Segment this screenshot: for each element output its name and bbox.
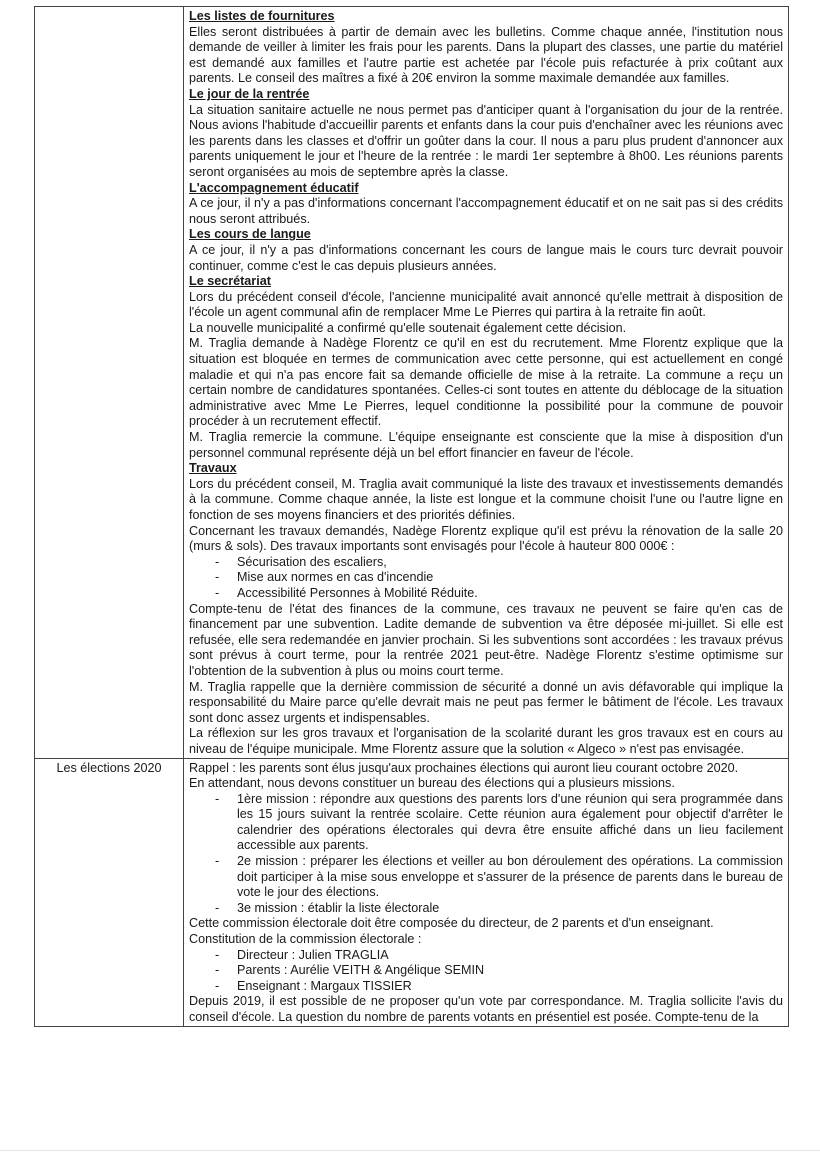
left-cell-label: Les élections 2020 — [35, 758, 184, 1026]
paragraph: Lors du précédent conseil, M. Traglia avait communiqué la liste des travaux et investissements demandés à la commune. Comme chaque année, la liste est longue et la commune choisit l'une ou l'autre ligne en fonction de ses moyens financiers et des priorités définies. — [189, 476, 783, 522]
list-item: - 3e mission : établir la liste électorale — [215, 901, 783, 917]
paragraph: M. Traglia rappelle que la dernière commission de sécurité a donné un avis défavorable qui implique la responsabilité du Maire parce qu'elle devrait mais ne peut pas fermer le bâtiment de l'école. Les travaux sont donc assez urgents et indispensables. — [189, 679, 783, 725]
list-item: - Directeur : Julien TRAGLIA — [215, 948, 783, 964]
paragraph: Cette commission électorale doit être composée du directeur, de 2 parents et d'un enseignant. — [189, 916, 714, 931]
missions-list — [189, 792, 783, 917]
list-item: - Mise aux normes en cas d'incendie — [215, 570, 783, 586]
left-cell-empty — [35, 7, 184, 759]
section-title: Le secrétariat — [189, 274, 271, 289]
paragraph: Elles seront distribuées à partir de demain avec les bulletins. Comme chaque année, l'institution nous demande de veiller à limiter les frais pour les parents. Dans la plupart des classes, une partie du matériel est demandé aux familles et l'autre partie est achetée par l'école puis refacturée à prix coûtant aux parents. Le conseil des maîtres a fixé à 20€ environ la somme maximale demandée aux familles. — [189, 24, 783, 86]
list-item: - Enseignant : Margaux TISSIER — [215, 979, 783, 995]
paragraph: Lors du précédent conseil d'école, l'ancienne municipalité avait annoncé qu'elle mettrait à disposition de l'école un agent communal afin de remplacer Mme Le Pierres qui partira à la retraite fin août. — [189, 289, 783, 320]
section-title: L'accompagnement éducatif — [189, 180, 359, 195]
page-bottom-divider — [0, 1150, 820, 1151]
paragraph: A ce jour, il n'y a pas d'informations concernant l'accompagnement éducatif et on ne sait pas si des crédits nous seront attribués. — [189, 196, 783, 226]
paragraph: Rappel : les parents sont élus jusqu'aux prochaines élections qui auront lieu courant octobre 2020. — [189, 760, 739, 775]
paragraph: Compte-tenu de l'état des finances de la commune, ces travaux ne peuvent se faire qu'en cas de financement par une subvention. Ladite demande de subvention va être déposée mi-juillet. Si elle est refusée, elle sera redemandée en janvier prochain. Si les subventions sont accordées : les travaux prévus sont prévus à court terme, pour la rentrée 2021 peut-être. Nadège Florentz s'estime optimisme sur l'obtention de la subvention à plus ou moins court terme. — [189, 601, 783, 678]
paragraph: La nouvelle municipalité a confirmé qu'elle soutenait également cette décision. — [189, 320, 627, 335]
works-list — [189, 555, 783, 602]
list-item: - 1ère mission : répondre aux questions des parents lors d'une réunion qui sera programmée dans les 15 jours suivant la rentrée scolaire. Cette réunion aura également pour objectif d'arrêter le calendrier des opérations électorales qui devra être ensuite affiché dans un lieu facilement accessible aux parents. — [215, 792, 783, 854]
section-title: Travaux — [189, 461, 237, 476]
list-item: - Sécurisation des escaliers, — [215, 555, 783, 571]
table-row — [35, 7, 789, 759]
list-item: - Parents : Aurélie VEITH & Angélique SEMIN — [215, 963, 783, 979]
paragraph: En attendant, nous devons constituer un bureau des élections qui a plusieurs missions. — [189, 776, 675, 791]
section-title: Les cours de langue — [189, 227, 311, 242]
members-list — [189, 948, 783, 995]
list-item: - Accessibilité Personnes à Mobilité Réduite. — [215, 586, 783, 602]
paragraph: La situation sanitaire actuelle ne nous permet pas d'anticiper quant à l'organisation du jour de la rentrée. Nous avions l'habitude d'accueillir parents et enfants dans la cour puis d'enchaîner avec les réunions avec les parents dans les classes et d'offrir un goûter dans la cour. Il nous a paru plus prudent d'annoncer aux parents uniquement le jour et l'heure de la rentrée : le mardi 1er septembre à 8h00. Les réunions parents seront organisées au mois de septembre après la classe. — [189, 102, 783, 179]
table-row — [35, 758, 789, 1026]
paragraph: Constitution de la commission électorale : — [189, 932, 422, 947]
minutes-table — [34, 6, 789, 1027]
right-cell-elections — [184, 758, 789, 1026]
section-title: Les listes de fournitures — [189, 9, 335, 23]
document-page — [34, 6, 789, 1110]
paragraph: A ce jour, il n'y a pas d'informations concernant les cours de langue mais le cours turc devrait pouvoir continuer, comme c'est le cas depuis plusieurs années. — [189, 242, 783, 273]
right-cell-topics — [184, 7, 789, 759]
paragraph: La réflexion sur les gros travaux et l'organisation de la scolarité durant les gros travaux est en cours au niveau de l'équipe municipale. Mme Florentz assure que la solution « Algeco » n'est pas envisagée. — [189, 726, 783, 756]
paragraph: Concernant les travaux demandés, Nadège Florentz explique qu'il est prévu la rénovation de la salle 20 (murs & sols). Des travaux importants sont envisagés pour l'école à hauteur 800 000€ : — [189, 523, 783, 554]
paragraph: Depuis 2019, il est possible de ne proposer qu'un vote par correspondance. M. Traglia sollicite l'avis du conseil d'école. La question du nombre de parents votants en présentiel est posée. Compte-tenu de la — [189, 994, 783, 1024]
list-item: - 2e mission : préparer les élections et veiller au bon déroulement des opérations. La commission doit participer à la mise sous enveloppe et s'assurer de la présence de parents dans le bureau de vote le jour des élections. — [215, 854, 783, 901]
paragraph: M. Traglia demande à Nadège Florentz ce qu'il en est du recrutement. Mme Florentz explique que la situation est bloquée en termes de communication avec cette personne, qui est actuellement en congé maladie et qui n'a pas encore fait sa demande officielle de mise à la retraite. La commune a reçu un certain nombre de candidatures spontanées. Celles-ci sont toutes en attente du déblocage de la situation administrative avec Mme Le Pierres, lequel conditionne la possibilité pour la commune de pouvoir procéder à un recrutement effectif. — [189, 336, 783, 429]
paragraph: M. Traglia remercie la commune. L'équipe enseignante est consciente que la mise à disposition d'un personnel communal représente déjà un bel effort financier en faveur de l'école. — [189, 430, 783, 460]
section-title: Le jour de la rentrée — [189, 86, 310, 101]
